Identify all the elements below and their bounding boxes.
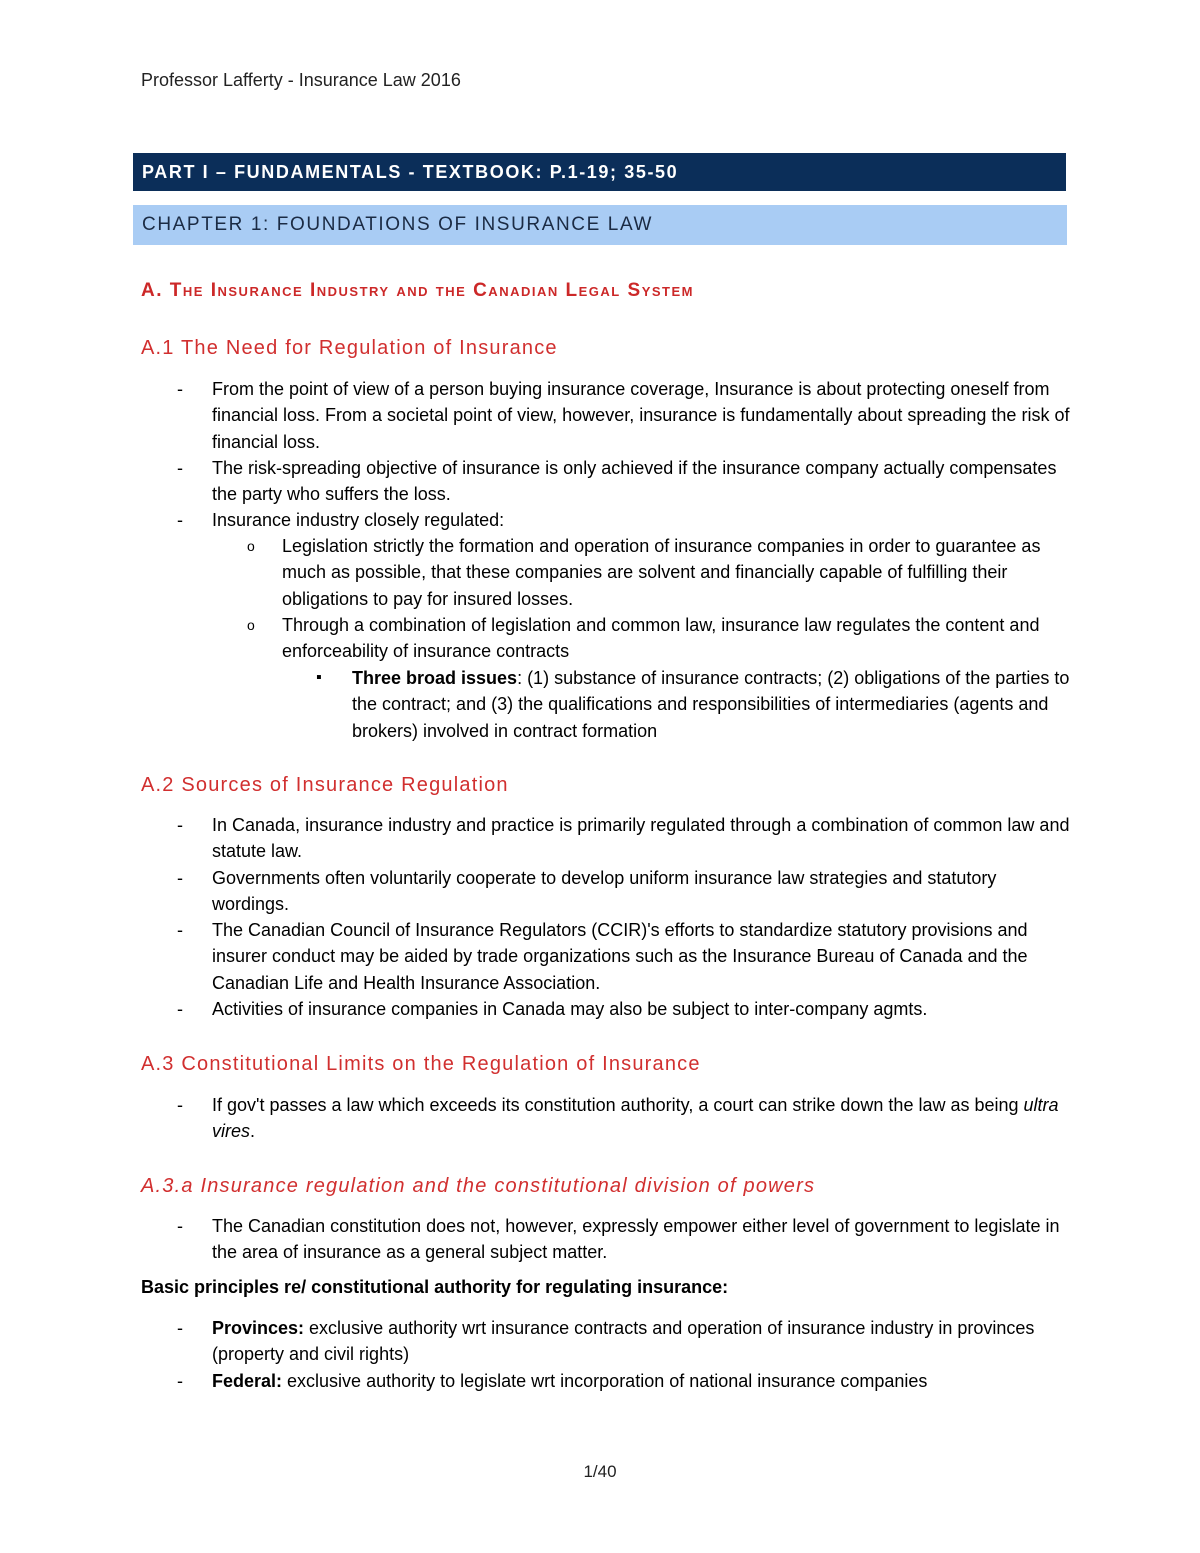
list-item: o Through a combination of legislation and common law, insurance law regulates the content and enforceability of insurance contracts (0, 612, 1200, 665)
a3-bullet-list (0, 1092, 1200, 1145)
a1-bullet-list (0, 376, 1200, 534)
list-item: - Activities of insurance companies in Canada may also be subject to inter-company agmts. (0, 996, 1200, 1022)
basic-principles-list (0, 1315, 1200, 1394)
list-item (0, 665, 1200, 744)
list-item: - The Canadian constitution does not, however, expressly empower either level of government to legislate in the area of insurance as a general subject matter. (0, 1213, 1200, 1266)
list-item (0, 1092, 1200, 1145)
section-a-heading: A. The Insurance Industry and the Canadian Legal System (141, 280, 694, 301)
list-item: o Legislation strictly the formation and operation of insurance companies in order to guarantee as much as possible, that these companies are solvent and financially capable of fulfilling their obligations to pay for insured losses. (0, 533, 1200, 612)
a1-sub-bullet-list (0, 533, 1200, 664)
list-item: - The Canadian Council of Insurance Regulators (CCIR)'s efforts to standardize statutory provisions and insurer conduct may be aided by trade organizations such as the Insurance Bureau of Canada and the Canadian Life and Health Insurance Association. (0, 917, 1200, 996)
basic-principles-heading: Basic principles re/ constitutional authority for regulating insurance: (141, 1277, 729, 1297)
list-item: - From the point of view of a person buying insurance coverage, Insurance is about protecting oneself from financial loss. From a societal point of view, however, insurance is fundamentally about spreading the risk of financial loss. (0, 376, 1200, 455)
a2-bullet-list (0, 812, 1200, 1022)
list-item (0, 1315, 1200, 1368)
list-item (0, 1368, 1200, 1394)
federal-label: Federal: (212, 1370, 283, 1391)
a3a-heading: A.3.a Insurance regulation and the constitutional division of powers (141, 1175, 816, 1197)
a1-subsub-bullet-list (0, 665, 1200, 744)
a3-heading: A.3 Constitutional Limits on the Regulation of Insurance (141, 1053, 701, 1075)
three-broad-issues-text: : (1) substance of insurance contracts; (2) obligations of the parties to the contract; and (3) the qualifications and responsibilities of intermediaries (agents and brokers) involved in contract formation (352, 668, 1070, 741)
list-item: - The risk-spreading objective of insurance is only achieved if the insurance company actually compensates the party who suffers the loss. (0, 455, 1200, 508)
a1-heading: A.1 The Need for Regulation of Insurance (141, 337, 558, 359)
provinces-text: exclusive authority wrt insurance contracts and operation of insurance industry in provinces (property and civil rights) (212, 1318, 1035, 1365)
ultra-vires-term: ultra vires (212, 1095, 1059, 1142)
page-number: 1/40 (583, 1462, 617, 1481)
three-broad-issues-label: Three broad issues (352, 668, 518, 688)
sentence-end: . (250, 1121, 256, 1142)
list-item: - In Canada, insurance industry and practice is primarily regulated through a combination of common law and statute law. (0, 812, 1200, 865)
part-heading: PART I – FUNDAMENTALS - TEXTBOOK: P.1-19; 35-50 (133, 153, 1066, 191)
list-item: - Governments often voluntarily cooperate to develop uniform insurance law strategies and statutory wordings. (0, 865, 1200, 918)
chapter-heading: CHAPTER 1: FOUNDATIONS OF INSURANCE LAW (133, 205, 1067, 245)
a3a-bullet-list (0, 1213, 1200, 1266)
ultra-vires-text: If gov't passes a law which exceeds its constitution authority, a court can strike down the law as being (212, 1095, 1024, 1115)
provinces-label: Provinces: (212, 1318, 305, 1338)
list-item: - Insurance industry closely regulated: (0, 507, 1200, 533)
federal-text: exclusive authority to legislate wrt incorporation of national insurance companies (282, 1370, 928, 1391)
page-header: Professor Lafferty - Insurance Law 2016 (141, 70, 461, 90)
a2-heading: A.2 Sources of Insurance Regulation (141, 774, 509, 796)
